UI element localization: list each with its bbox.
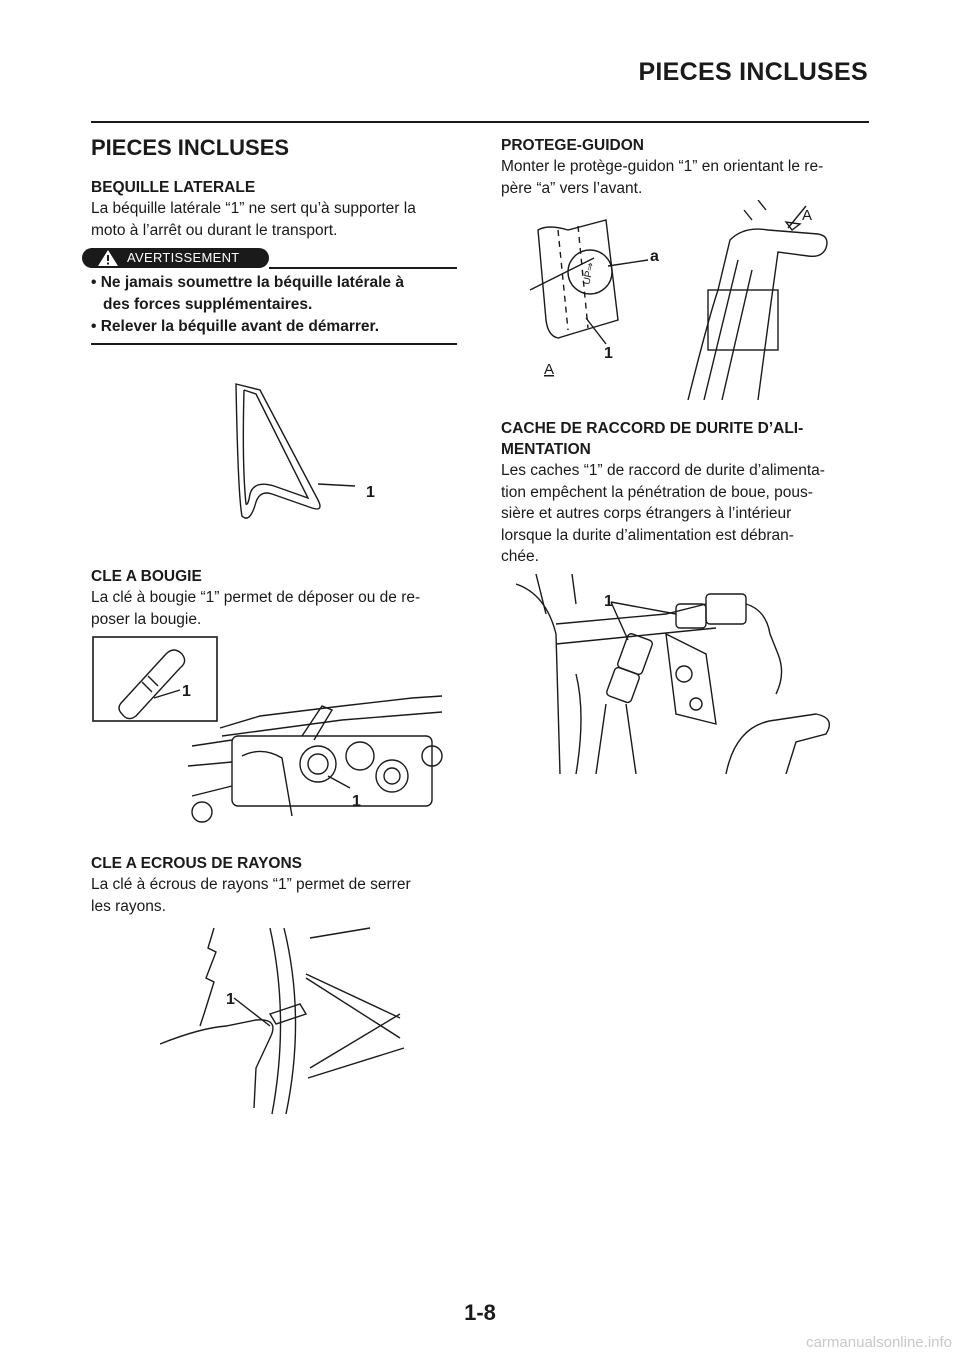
guard-label-a-lower: A — [544, 361, 555, 378]
section-bequille — [91, 177, 461, 241]
warning-list — [91, 272, 457, 338]
warning-header — [91, 248, 457, 268]
section-heading-line: MENTATION — [501, 441, 591, 458]
section-text-line: sière et autres corps étrangers à l’intérieur — [501, 505, 792, 522]
figure-side-stand — [220, 376, 390, 536]
guard-label-a: a — [650, 248, 659, 265]
section-cle-rayons — [91, 853, 461, 917]
figure-spark-plug-wrench — [92, 636, 464, 836]
section-text-line: moto à l’arrêt ou durant le transport. — [91, 221, 338, 239]
page-title: PIECES INCLUSES — [91, 135, 290, 160]
warning-end-rule — [91, 343, 457, 345]
section-text-line: Monter le protège-guidon “1” en orientant le re- — [501, 158, 824, 175]
section-text-line: Les caches “1” de raccord de durite d’alimenta- — [501, 462, 825, 479]
section-protege-guidon — [501, 135, 871, 199]
figure-fuel-hose-cap — [516, 574, 836, 774]
section-text-line: tion empêchent la pénétration de boue, pous- — [501, 483, 813, 501]
warning-item: • Ne jamais soumettre la béquille latérale à — [91, 274, 404, 291]
spoke-label: 1 — [226, 991, 235, 1008]
section-heading: BEQUILLE LATERALE — [91, 179, 256, 196]
section-text-line: lorsque la durite d’alimentation est débran- — [501, 526, 794, 544]
plug-inset-label: 1 — [182, 683, 191, 700]
footer-watermark-url[interactable]: carmanualsonline.info — [806, 1334, 952, 1351]
warning-item: • Relever la béquille avant de démarrer. — [91, 318, 380, 335]
section-text-line: La clé à bougie “1” permet de déposer ou de re- — [91, 589, 421, 606]
plug-main-label: 1 — [352, 793, 361, 810]
guard-label-1: 1 — [604, 345, 613, 362]
guard-label-a-upper: A — [802, 207, 813, 224]
guard-stamp: UP⇒ — [581, 261, 597, 286]
section-heading: PROTEGE-GUIDON — [501, 137, 644, 154]
warning-label: AVERTISSEMENT — [127, 250, 240, 265]
header-rule — [91, 121, 869, 123]
section-text-line: La clé à écrous de rayons “1” permet de serrer — [91, 876, 411, 893]
section-heading: CLE A BOUGIE — [91, 568, 202, 585]
section-text-line: père “a” vers l’avant. — [501, 179, 643, 197]
warning-item-continued: des forces supplémentaires. — [103, 296, 313, 313]
figure-handlebar-pad — [508, 200, 848, 400]
warning-rule — [269, 267, 457, 269]
section-cle-bougie — [91, 566, 461, 630]
hose-label: 1 — [604, 593, 613, 610]
section-text-line: chée. — [501, 548, 539, 565]
page-number: 1-8 — [464, 1300, 496, 1325]
stand-label: 1 — [366, 484, 375, 501]
section-heading-line: CACHE DE RACCORD DE DURITE D’ALI- — [501, 420, 804, 437]
section-text-line: les rayons. — [91, 897, 166, 915]
section-heading: CLE A ECROUS DE RAYONS — [91, 855, 303, 872]
warning-triangle-icon — [97, 249, 119, 267]
header-title: PIECES INCLUSES — [638, 58, 868, 86]
inset-frame — [93, 637, 217, 721]
warning-badge — [91, 248, 269, 268]
section-cache-raccord — [501, 418, 871, 568]
section-text-line: poser la bougie. — [91, 610, 202, 628]
section-text-line: La béquille latérale “1” ne sert qu’à supporter la — [91, 200, 416, 217]
figure-spoke-wrench — [160, 918, 410, 1118]
